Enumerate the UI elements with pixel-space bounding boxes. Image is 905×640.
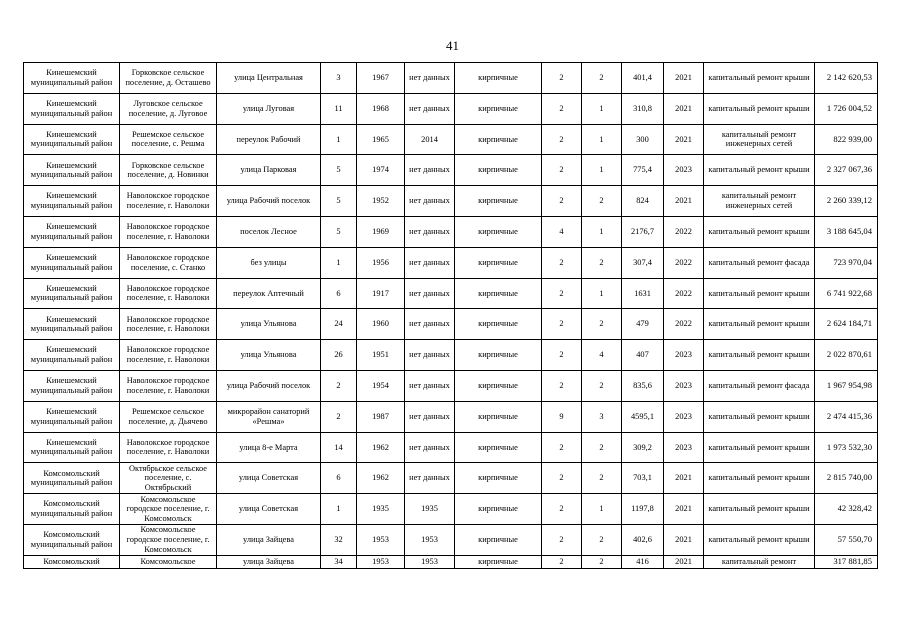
district-cell: Кинешемский муниципальный район <box>24 432 120 463</box>
floors-cell: 2 <box>542 186 582 217</box>
settlement-cell: Горковское сельское поселение, д. Осташево <box>120 63 217 94</box>
settlement-cell: Комсомольское городское поселение, г. Комсомольск <box>120 524 217 555</box>
district-cell: Кинешемский муниципальный район <box>24 124 120 155</box>
street-cell: переулок Аптечный <box>217 278 321 309</box>
floors-cell: 2 <box>542 524 582 555</box>
year-renovated-cell: нет данных <box>405 278 455 309</box>
work-type-cell: капитальный ремонт крыши <box>704 432 815 463</box>
year-built-cell: 1965 <box>357 124 405 155</box>
table-row <box>24 463 878 494</box>
work-type-cell: капитальный ремонт <box>704 555 815 568</box>
year-renovated-cell: нет данных <box>405 432 455 463</box>
district-cell: Кинешемский муниципальный район <box>24 309 120 340</box>
district-cell: Кинешемский муниципальный район <box>24 216 120 247</box>
wall-material-cell: кирпичные <box>455 93 542 124</box>
entrances-cell: 2 <box>582 555 622 568</box>
year-built-cell: 1953 <box>357 524 405 555</box>
year-built-cell: 1974 <box>357 155 405 186</box>
cost-cell: 6 741 922,68 <box>815 278 878 309</box>
entrances-cell: 1 <box>582 278 622 309</box>
settlement-cell: Наволокское городское поселение, г. Наволоки <box>120 340 217 371</box>
entrances-cell: 1 <box>582 494 622 525</box>
street-cell: микрорайон санаторий «Решма» <box>217 401 321 432</box>
plan-year-cell: 2021 <box>664 186 704 217</box>
area-cell: 300 <box>622 124 664 155</box>
settlement-cell: Наволокское городское поселение, г. Наволоки <box>120 186 217 217</box>
settlement-cell: Наволокское городское поселение, г. Наволоки <box>120 278 217 309</box>
floors-cell: 2 <box>542 309 582 340</box>
entrances-cell: 2 <box>582 463 622 494</box>
cost-cell: 2 260 339,12 <box>815 186 878 217</box>
house-number-cell: 6 <box>321 278 357 309</box>
work-type-cell: капитальный ремонт фасада <box>704 247 815 278</box>
cost-cell: 2 624 184,71 <box>815 309 878 340</box>
work-type-cell: капитальный ремонт инженерных сетей <box>704 186 815 217</box>
wall-material-cell: кирпичные <box>455 555 542 568</box>
cost-cell: 2 474 415,36 <box>815 401 878 432</box>
work-type-cell: капитальный ремонт инженерных сетей <box>704 124 815 155</box>
plan-year-cell: 2022 <box>664 309 704 340</box>
district-cell: Кинешемский муниципальный район <box>24 401 120 432</box>
year-built-cell: 1960 <box>357 309 405 340</box>
area-cell: 416 <box>622 555 664 568</box>
table-row <box>24 494 878 525</box>
floors-cell: 2 <box>542 124 582 155</box>
year-built-cell: 1956 <box>357 247 405 278</box>
floors-cell: 2 <box>542 247 582 278</box>
house-number-cell: 32 <box>321 524 357 555</box>
area-cell: 1197,8 <box>622 494 664 525</box>
street-cell: улица Луговая <box>217 93 321 124</box>
area-cell: 407 <box>622 340 664 371</box>
cost-cell: 2 327 067,36 <box>815 155 878 186</box>
entrances-cell: 2 <box>582 63 622 94</box>
work-type-cell: капитальный ремонт крыши <box>704 93 815 124</box>
year-renovated-cell: нет данных <box>405 247 455 278</box>
year-renovated-cell: нет данных <box>405 370 455 401</box>
table-row <box>24 93 878 124</box>
street-cell: улица Советская <box>217 463 321 494</box>
house-number-cell: 5 <box>321 186 357 217</box>
house-number-cell: 34 <box>321 555 357 568</box>
wall-material-cell: кирпичные <box>455 124 542 155</box>
street-cell: улица Ульянова <box>217 340 321 371</box>
street-cell: улица Парковая <box>217 155 321 186</box>
district-cell: Кинешемский муниципальный район <box>24 247 120 278</box>
work-type-cell: капитальный ремонт крыши <box>704 524 815 555</box>
area-cell: 479 <box>622 309 664 340</box>
plan-year-cell: 2021 <box>664 124 704 155</box>
plan-year-cell: 2022 <box>664 278 704 309</box>
cost-cell: 42 328,42 <box>815 494 878 525</box>
wall-material-cell: кирпичные <box>455 524 542 555</box>
district-cell: Комсомольский муниципальный район <box>24 524 120 555</box>
work-type-cell: капитальный ремонт крыши <box>704 401 815 432</box>
house-number-cell: 5 <box>321 216 357 247</box>
entrances-cell: 3 <box>582 401 622 432</box>
floors-cell: 9 <box>542 401 582 432</box>
table-row <box>24 63 878 94</box>
house-number-cell: 3 <box>321 63 357 94</box>
floors-cell: 2 <box>542 155 582 186</box>
work-type-cell: капитальный ремонт крыши <box>704 340 815 371</box>
house-number-cell: 14 <box>321 432 357 463</box>
street-cell: улица Ульянова <box>217 309 321 340</box>
wall-material-cell: кирпичные <box>455 216 542 247</box>
settlement-cell: Комсомольское городское поселение, г. Комсомольск <box>120 494 217 525</box>
plan-year-cell: 2021 <box>664 555 704 568</box>
year-renovated-cell: нет данных <box>405 186 455 217</box>
year-renovated-cell: нет данных <box>405 216 455 247</box>
floors-cell: 2 <box>542 93 582 124</box>
wall-material-cell: кирпичные <box>455 278 542 309</box>
district-cell: Кинешемский муниципальный район <box>24 63 120 94</box>
table-row <box>24 524 878 555</box>
entrances-cell: 1 <box>582 124 622 155</box>
wall-material-cell: кирпичные <box>455 186 542 217</box>
cost-cell: 1 967 954,98 <box>815 370 878 401</box>
year-renovated-cell: нет данных <box>405 401 455 432</box>
plan-year-cell: 2021 <box>664 93 704 124</box>
cost-cell: 1 973 532,30 <box>815 432 878 463</box>
street-cell: улица Советская <box>217 494 321 525</box>
street-cell: поселок Лесное <box>217 216 321 247</box>
table-body <box>24 63 878 569</box>
wall-material-cell: кирпичные <box>455 63 542 94</box>
street-cell: улица Рабочий поселок <box>217 186 321 217</box>
housing-repair-table <box>23 62 878 569</box>
settlement-cell: Наволокское городское поселение, г. Наволоки <box>120 432 217 463</box>
district-cell: Комсомольский <box>24 555 120 568</box>
year-built-cell: 1962 <box>357 463 405 494</box>
area-cell: 310,8 <box>622 93 664 124</box>
page-number: 41 <box>446 38 459 53</box>
house-number-cell: 1 <box>321 247 357 278</box>
year-renovated-cell: 1953 <box>405 555 455 568</box>
street-cell: улица 8-е Марта <box>217 432 321 463</box>
district-cell: Кинешемский муниципальный район <box>24 278 120 309</box>
year-renovated-cell: нет данных <box>405 63 455 94</box>
house-number-cell: 2 <box>321 401 357 432</box>
table-row <box>24 247 878 278</box>
floors-cell: 2 <box>542 494 582 525</box>
area-cell: 307,4 <box>622 247 664 278</box>
area-cell: 2176,7 <box>622 216 664 247</box>
work-type-cell: капитальный ремонт крыши <box>704 155 815 186</box>
year-built-cell: 1967 <box>357 63 405 94</box>
table-row <box>24 309 878 340</box>
work-type-cell: капитальный ремонт крыши <box>704 309 815 340</box>
settlement-cell: Луговское сельское поселение, д. Луговое <box>120 93 217 124</box>
floors-cell: 2 <box>542 432 582 463</box>
street-cell: улица Зайцева <box>217 555 321 568</box>
area-cell: 835,6 <box>622 370 664 401</box>
work-type-cell: капитальный ремонт фасада <box>704 370 815 401</box>
entrances-cell: 2 <box>582 370 622 401</box>
entrances-cell: 2 <box>582 186 622 217</box>
settlement-cell: Горковское сельское поселение, д. Новинки <box>120 155 217 186</box>
plan-year-cell: 2023 <box>664 370 704 401</box>
year-built-cell: 1917 <box>357 278 405 309</box>
house-number-cell: 6 <box>321 463 357 494</box>
table-row <box>24 370 878 401</box>
work-type-cell: капитальный ремонт крыши <box>704 216 815 247</box>
house-number-cell: 26 <box>321 340 357 371</box>
area-cell: 1631 <box>622 278 664 309</box>
year-renovated-cell: нет данных <box>405 155 455 186</box>
cost-cell: 2 022 870,61 <box>815 340 878 371</box>
street-cell: без улицы <box>217 247 321 278</box>
wall-material-cell: кирпичные <box>455 494 542 525</box>
work-type-cell: капитальный ремонт крыши <box>704 63 815 94</box>
table-row <box>24 216 878 247</box>
year-built-cell: 1935 <box>357 494 405 525</box>
area-cell: 309,2 <box>622 432 664 463</box>
work-type-cell: капитальный ремонт крыши <box>704 278 815 309</box>
wall-material-cell: кирпичные <box>455 432 542 463</box>
year-built-cell: 1987 <box>357 401 405 432</box>
floors-cell: 2 <box>542 370 582 401</box>
wall-material-cell: кирпичные <box>455 401 542 432</box>
year-built-cell: 1951 <box>357 340 405 371</box>
house-number-cell: 1 <box>321 494 357 525</box>
settlement-cell: Наволокское городское поселение, с. Станко <box>120 247 217 278</box>
district-cell: Кинешемский муниципальный район <box>24 93 120 124</box>
cost-cell: 2 142 620,53 <box>815 63 878 94</box>
year-renovated-cell: нет данных <box>405 93 455 124</box>
entrances-cell: 2 <box>582 432 622 463</box>
wall-material-cell: кирпичные <box>455 463 542 494</box>
table-row <box>24 555 878 568</box>
wall-material-cell: кирпичные <box>455 340 542 371</box>
year-renovated-cell: нет данных <box>405 309 455 340</box>
year-renovated-cell: 2014 <box>405 124 455 155</box>
year-built-cell: 1969 <box>357 216 405 247</box>
district-cell: Кинешемский муниципальный район <box>24 155 120 186</box>
entrances-cell: 2 <box>582 524 622 555</box>
house-number-cell: 24 <box>321 309 357 340</box>
entrances-cell: 4 <box>582 340 622 371</box>
settlement-cell: Решемское сельское поселение, д. Дьячево <box>120 401 217 432</box>
table-row <box>24 401 878 432</box>
floors-cell: 2 <box>542 555 582 568</box>
floors-cell: 2 <box>542 63 582 94</box>
entrances-cell: 2 <box>582 309 622 340</box>
district-cell: Кинешемский муниципальный район <box>24 370 120 401</box>
floors-cell: 4 <box>542 216 582 247</box>
settlement-cell: Наволокское городское поселение, г. Наволоки <box>120 370 217 401</box>
cost-cell: 317 881,85 <box>815 555 878 568</box>
house-number-cell: 11 <box>321 93 357 124</box>
plan-year-cell: 2021 <box>664 494 704 525</box>
plan-year-cell: 2021 <box>664 524 704 555</box>
plan-year-cell: 2023 <box>664 432 704 463</box>
wall-material-cell: кирпичные <box>455 370 542 401</box>
wall-material-cell: кирпичные <box>455 309 542 340</box>
year-built-cell: 1968 <box>357 93 405 124</box>
plan-year-cell: 2023 <box>664 401 704 432</box>
table-row <box>24 155 878 186</box>
work-type-cell: капитальный ремонт крыши <box>704 494 815 525</box>
wall-material-cell: кирпичные <box>455 155 542 186</box>
table-row <box>24 186 878 217</box>
table-row <box>24 278 878 309</box>
cost-cell: 1 726 004,52 <box>815 93 878 124</box>
area-cell: 402,6 <box>622 524 664 555</box>
house-number-cell: 2 <box>321 370 357 401</box>
plan-year-cell: 2021 <box>664 463 704 494</box>
year-renovated-cell: 1953 <box>405 524 455 555</box>
table-row <box>24 124 878 155</box>
area-cell: 775,4 <box>622 155 664 186</box>
table-row <box>24 340 878 371</box>
entrances-cell: 1 <box>582 93 622 124</box>
year-renovated-cell: 1935 <box>405 494 455 525</box>
year-built-cell: 1962 <box>357 432 405 463</box>
street-cell: улица Центральная <box>217 63 321 94</box>
cost-cell: 3 188 645,04 <box>815 216 878 247</box>
year-renovated-cell: нет данных <box>405 463 455 494</box>
wall-material-cell: кирпичные <box>455 247 542 278</box>
settlement-cell: Наволокское городское поселение, г. Наволоки <box>120 309 217 340</box>
house-number-cell: 5 <box>321 155 357 186</box>
cost-cell: 2 815 740,00 <box>815 463 878 494</box>
settlement-cell: Наволокское городское поселение, г. Наволоки <box>120 216 217 247</box>
settlement-cell: Октябрьское сельское поселение, с. Октябрьский <box>120 463 217 494</box>
cost-cell: 723 970,04 <box>815 247 878 278</box>
floors-cell: 2 <box>542 463 582 494</box>
house-number-cell: 1 <box>321 124 357 155</box>
year-built-cell: 1954 <box>357 370 405 401</box>
area-cell: 703,1 <box>622 463 664 494</box>
floors-cell: 2 <box>542 278 582 309</box>
cost-cell: 57 550,70 <box>815 524 878 555</box>
work-type-cell: капитальный ремонт крыши <box>704 463 815 494</box>
district-cell: Комсомольский муниципальный район <box>24 463 120 494</box>
district-cell: Кинешемский муниципальный район <box>24 340 120 371</box>
settlement-cell: Комсомольское <box>120 555 217 568</box>
district-cell: Комсомольский муниципальный район <box>24 494 120 525</box>
street-cell: переулок Рабочий <box>217 124 321 155</box>
plan-year-cell: 2022 <box>664 247 704 278</box>
plan-year-cell: 2023 <box>664 340 704 371</box>
plan-year-cell: 2022 <box>664 216 704 247</box>
year-built-cell: 1953 <box>357 555 405 568</box>
street-cell: улица Зайцева <box>217 524 321 555</box>
area-cell: 4595,1 <box>622 401 664 432</box>
entrances-cell: 2 <box>582 247 622 278</box>
settlement-cell: Решемское сельское поселение, с. Решма <box>120 124 217 155</box>
floors-cell: 2 <box>542 340 582 371</box>
cost-cell: 822 939,00 <box>815 124 878 155</box>
area-cell: 824 <box>622 186 664 217</box>
area-cell: 401,4 <box>622 63 664 94</box>
table-row <box>24 432 878 463</box>
year-built-cell: 1952 <box>357 186 405 217</box>
year-renovated-cell: нет данных <box>405 340 455 371</box>
plan-year-cell: 2021 <box>664 63 704 94</box>
street-cell: улица Рабочий поселок <box>217 370 321 401</box>
district-cell: Кинешемский муниципальный район <box>24 186 120 217</box>
entrances-cell: 1 <box>582 155 622 186</box>
plan-year-cell: 2023 <box>664 155 704 186</box>
entrances-cell: 1 <box>582 216 622 247</box>
